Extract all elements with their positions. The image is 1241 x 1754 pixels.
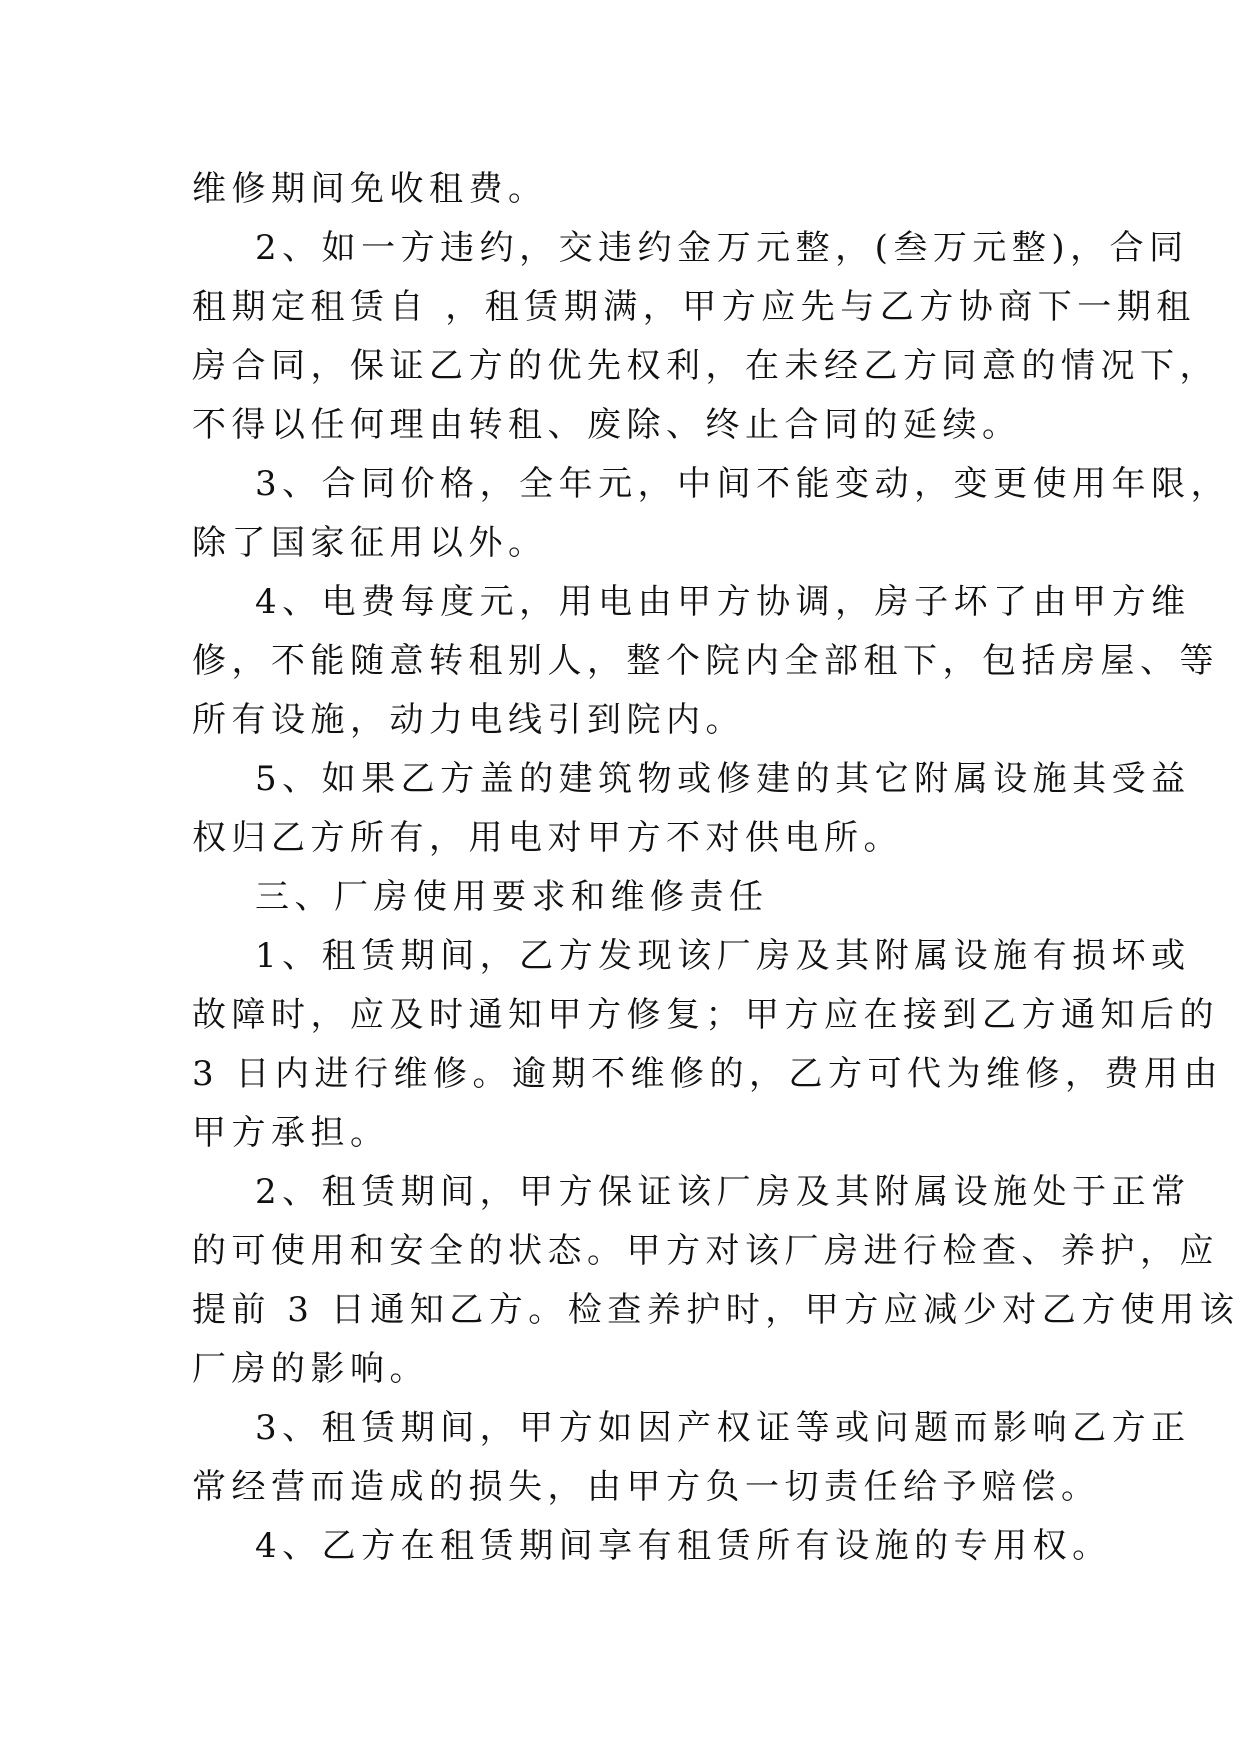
text-line: 5、如果乙方盖的建筑物或修建的其它附属设施其受益 — [255, 759, 1191, 799]
section-heading: 三、厂房使用要求和维修责任 — [255, 877, 769, 917]
text-line: 1、租赁期间，乙方发现该厂房及其附属设施有损坏或 — [255, 936, 1191, 976]
text-line: 维修期间免收租费。 — [192, 169, 548, 209]
text-line: 除了国家征用以外。 — [192, 523, 548, 563]
text-line: 厂房的影响。 — [192, 1349, 429, 1389]
text-line: 的可使用和安全的状态。甲方对该厂房进行检查、养护，应 — [192, 1231, 1219, 1271]
text-line: 提前 3 日通知乙方。检查养护时，甲方应减少对乙方使用该 — [192, 1290, 1240, 1330]
contract-text — [192, 160, 1240, 1576]
text-line: 故障时，应及时通知甲方修复；甲方应在接到乙方通知后的 — [192, 995, 1219, 1035]
text-line: 常经营而造成的损失，由甲方负一切责任给予赔偿。 — [192, 1467, 1101, 1507]
text-line: 3、合同价格，全年元，中间不能变动，变更使用年限， — [255, 464, 1231, 504]
text-line: 4、乙方在租赁期间享有租赁所有设施的专用权。 — [255, 1526, 1112, 1566]
text-line: 权归乙方所有，用电对甲方不对供电所。 — [192, 818, 903, 858]
text-line: 3、租赁期间，甲方如因产权证等或问题而影响乙方正 — [255, 1408, 1191, 1448]
text-line: 修，不能随意转租别人，整个院内全部租下，包括房屋、等 — [192, 641, 1219, 681]
text-line: 3 日内进行维修。逾期不维修的，乙方可代为维修，费用由 — [192, 1054, 1223, 1094]
text-line: 甲方承担。 — [192, 1113, 390, 1153]
text-line: 房合同，保证乙方的优先权利，在未经乙方同意的情况下， — [192, 346, 1219, 386]
text-line: 4、电费每度元，用电由甲方协调，房子坏了由甲方维 — [255, 582, 1191, 622]
text-line: 2、租赁期间，甲方保证该厂房及其附属设施处于正常 — [255, 1172, 1191, 1212]
text-line: 2、如一方违约，交违约金万元整，(叁万元整)，合同 — [255, 228, 1189, 268]
text-line: 所有设施，动力电线引到院内。 — [192, 700, 745, 740]
text-line: 租期定租赁自 ，租赁期满，甲方应先与乙方协商下一期租 — [192, 287, 1196, 327]
text-line: 不得以任何理由转租、废除、终止合同的延续。 — [192, 405, 1022, 445]
